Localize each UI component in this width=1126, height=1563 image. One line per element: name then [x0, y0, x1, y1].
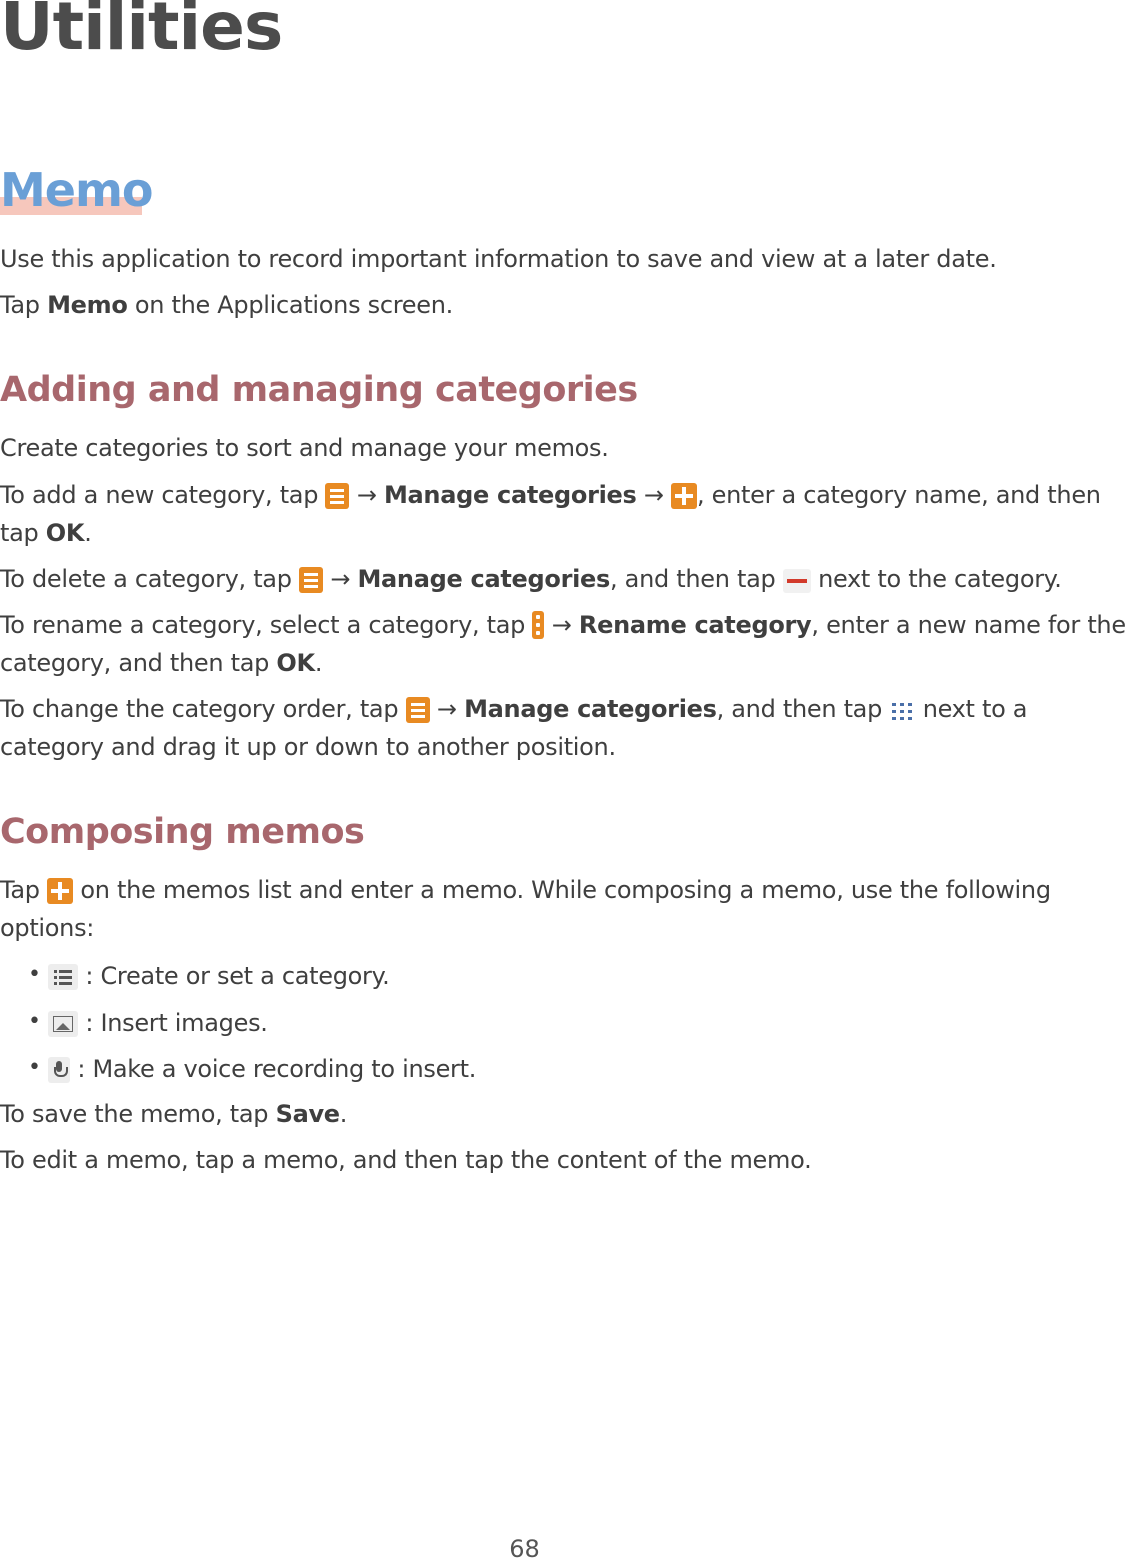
- save-line: [0, 1095, 347, 1133]
- delete-category-line: [0, 560, 1062, 598]
- text: To change the category order, tap: [0, 695, 406, 723]
- section-title: Memo: [0, 163, 153, 217]
- menu-icon: [325, 483, 349, 509]
- order-category-line2: category and drag it up or down to another position.: [0, 733, 616, 761]
- manage-categories-label: Manage categories: [357, 565, 610, 593]
- minus-icon: [783, 569, 811, 593]
- bullet-dot: •: [28, 1009, 41, 1034]
- subsection-title-categories: Adding and managing categories: [0, 370, 638, 410]
- menu-icon: [299, 567, 323, 593]
- text: Tap: [0, 876, 48, 904]
- order-category-line1: [0, 690, 1027, 728]
- text: : Insert images.: [78, 1009, 268, 1037]
- text: Tap: [0, 291, 48, 319]
- add-category-line1: [0, 476, 1101, 514]
- text: To add a new category, tap: [0, 481, 326, 509]
- memo-app-name: Memo: [47, 291, 128, 319]
- arrow: →: [349, 481, 384, 509]
- image-icon: [48, 1011, 78, 1037]
- text: , and then tap: [716, 695, 890, 723]
- subsection-title-composing: Composing memos: [0, 812, 365, 852]
- text: To delete a category, tap: [0, 565, 299, 593]
- category-list-icon: [48, 964, 78, 990]
- edit-line: To edit a memo, tap a memo, and then tap the content of the memo.: [0, 1146, 812, 1174]
- manage-categories-label: Manage categories: [464, 695, 717, 723]
- arrow: →: [322, 565, 358, 593]
- bullet-dot: •: [28, 962, 41, 987]
- arrow: →: [636, 481, 671, 509]
- intro-text: Use this application to record important information to save and view at a later date.: [0, 245, 997, 273]
- text: , and then tap: [610, 565, 783, 593]
- text: , enter a category name, and then: [696, 481, 1101, 509]
- menu-icon: [406, 697, 430, 723]
- bullet-dot: •: [28, 1055, 41, 1080]
- arrow: →: [544, 611, 579, 639]
- bullet-voice: [48, 1050, 476, 1088]
- drag-handle-icon: [889, 699, 915, 723]
- more-options-icon: [532, 611, 544, 639]
- text: : Create or set a category.: [78, 962, 390, 990]
- text: on the Applications screen.: [127, 291, 453, 319]
- page-number: 68: [509, 1535, 540, 1563]
- text: .: [314, 649, 323, 677]
- composing-line2: options:: [0, 914, 95, 942]
- rename-category-line1: [0, 606, 1126, 644]
- manage-categories-label: Manage categories: [383, 481, 637, 509]
- bullet-category: [48, 957, 389, 995]
- text: To rename a category, select a category, tap: [0, 611, 533, 639]
- ok-label: OK: [276, 649, 315, 677]
- composing-line1: [0, 871, 1051, 909]
- plus-icon: [671, 483, 697, 509]
- bullet-images: [48, 1004, 268, 1042]
- text: , enter a new name for the: [811, 611, 1126, 639]
- add-category-line2: [0, 514, 92, 552]
- text: tap: [0, 519, 46, 547]
- plus-icon: [47, 878, 73, 904]
- text: : Make a voice recording to insert.: [70, 1055, 477, 1083]
- categories-description: Create categories to sort and manage your memos.: [0, 434, 609, 462]
- arrow: →: [429, 695, 465, 723]
- text: next to the category.: [810, 565, 1062, 593]
- ok-label: OK: [45, 519, 85, 547]
- tap-memo-paragraph: [0, 286, 453, 324]
- text: .: [84, 519, 92, 547]
- text: category, and then tap: [0, 649, 277, 677]
- text: next to a: [915, 695, 1028, 723]
- chapter-title: Utilities: [0, 0, 283, 65]
- text: on the memos list and enter a memo. While composing a memo, use the following: [73, 876, 1051, 904]
- save-label: Save: [275, 1100, 340, 1128]
- microphone-icon: [48, 1057, 70, 1083]
- text: To save the memo, tap: [0, 1100, 276, 1128]
- rename-category-label: Rename category: [578, 611, 812, 639]
- rename-category-line2: [0, 644, 322, 682]
- text: .: [339, 1100, 348, 1128]
